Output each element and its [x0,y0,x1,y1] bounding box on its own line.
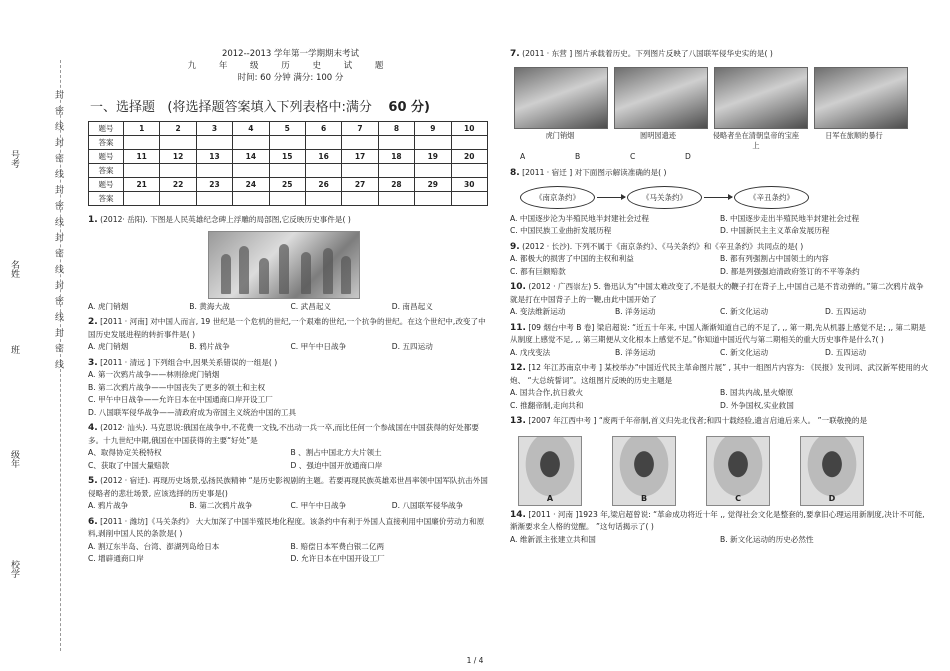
flow-node-nanjing: 《南京条约》 [520,186,595,209]
field-name: 名姓 [9,260,19,278]
q1-option-a[interactable]: A. 虎门销烟 [88,301,129,311]
question-number-cell: 8 [378,122,414,136]
q13-portraits [518,436,930,506]
q5-number: 5. [88,476,98,486]
q1-options [88,301,493,314]
label-question-number: 题号 [89,178,124,192]
field-school: 校学 [9,560,19,578]
portrait-a-label: A [546,493,554,503]
answer-cell[interactable] [124,192,160,206]
header-line-3: 时间: 60 分钟 满分: 100 分 [237,73,344,83]
question-number-cell: 17 [342,150,378,164]
q3-options [88,369,493,419]
field-class: 班 [9,345,19,354]
question-number-cell: 19 [415,150,451,164]
question-number-cell: 15 [269,150,305,164]
q10-option-a[interactable]: A. 变法维新运动 [510,307,566,316]
answer-table-number-row [89,178,488,192]
q1-option-d[interactable]: D. 南昌起义 [391,301,433,311]
q4-option-d[interactable]: D 、强迫中国开放通商口岸 [290,460,383,470]
q8-option-a[interactable]: A. 中国逐步沦为半殖民地半封建社会过程 [510,213,649,223]
photo-yuanmingyuan-ruins [614,67,708,129]
q6-options [88,541,493,566]
q1-option-c[interactable]: C. 武昌起义 [290,301,332,311]
q6-text: [2011 · 潍坊]《马关条约》 大大加深了中国半殖民地化程度。该条约中有利于外国人直接利用中国廉价劳动力和原料,剥削中国人民的条款是( ) [88,516,485,538]
q2-option-c[interactable]: C. 甲午中日战争 [290,342,347,351]
q7-caption-b: 圆明园遗迹 [640,130,676,140]
q9-option-b[interactable]: B. 都有列强割占中国领土的内容 [720,254,829,263]
answer-cell[interactable] [269,192,305,206]
answer-cell[interactable] [160,136,196,150]
answer-cell[interactable] [305,136,341,150]
answer-cell[interactable] [415,164,451,178]
q4-option-b[interactable]: B 、割占中国北方大片领土 [290,448,382,457]
q10-options [510,306,930,319]
answer-cell[interactable] [124,164,160,178]
q8-options [510,213,930,238]
q7-caption-a: 虎门销烟 [545,130,575,140]
question-number-cell: 9 [415,122,451,136]
question-number-cell: 4 [233,122,269,136]
q11-option-a[interactable]: A. 戊戌变法 [510,347,551,357]
answer-cell[interactable] [233,164,269,178]
question-2 [88,316,493,354]
q7-option-c[interactable]: C [630,151,636,161]
question-number-cell: 20 [451,150,487,164]
q9-option-c[interactable]: C. 都有巨额赔款 [510,266,566,276]
q2-number: 2. [88,317,98,327]
question-10 [510,281,930,319]
q12-option-d[interactable]: D. 外争国权,实业救国 [720,400,794,410]
question-number-cell: 7 [342,122,378,136]
q6-option-d[interactable]: D. 允许日本在中国开设工厂 [290,554,385,563]
answer-cell[interactable] [378,136,414,150]
answer-cell[interactable] [342,192,378,206]
photo-invaders-on-throne [714,67,808,129]
question-11 [510,322,930,360]
q2-option-d[interactable]: D. 五四运动 [391,342,433,351]
question-number-cell: 16 [305,150,341,164]
portrait-a[interactable] [518,436,582,506]
q3-option-a[interactable]: A. 第一次鸦片战争——林则徐虎门销烟 [88,370,220,379]
q7-text: (2011 · 东营 ] 图片承载着历史。下列图片反映了八国联军侵华史实的是( ) [522,49,773,58]
question-number-cell: 13 [196,150,232,164]
q12-options [510,387,930,412]
question-8 [510,167,930,238]
q11-text: [09 烟台中考 B 卷] 梁启超说: “近五十年来, 中国人渐渐知道自己的不足了, ,, 第一期,先从机器上感觉不足; ,, 第二期是从制度上感觉不足, ,, 第三期便从文化根本上感觉不足。”你知道中国近代与第二期相关的重大历史事件是什么?( ) [510,322,926,344]
header-line-2: 九 年 级 历 史 试 题 [187,61,394,71]
question-number-cell: 28 [378,178,414,192]
q9-text: (2012 · 长沙). 下列不属于《南京条约》、《马关条约》和《辛丑条约》共同点的是( ) [522,241,804,251]
answer-cell[interactable] [305,164,341,178]
q6-option-b[interactable]: B. 赔偿日本军费白银二亿两 [290,541,385,551]
q1-number: 1. [88,215,98,225]
question-number-cell: 6 [305,122,341,136]
portrait-d[interactable] [800,436,864,506]
answer-cell[interactable] [196,192,232,206]
label-question-number: 题号 [89,122,124,136]
q13-number: 13. [510,416,526,426]
q3-option-d[interactable]: D. 八国联军侵华战争——清政府成为帝国主义统治中国的工具 [88,407,297,417]
q12-number: 12. [510,363,526,373]
question-number-cell: 11 [124,150,160,164]
answer-cell[interactable] [451,192,487,206]
q2-option-a[interactable]: A. 虎门销烟 [88,342,129,351]
q1-option-b[interactable]: B. 黄海大战 [189,301,230,311]
field-grade: 级年 [9,450,19,468]
question-number-cell: 25 [269,178,305,192]
question-14 [510,509,930,547]
q4-option-c[interactable]: C、获取了中国大量赔款 [88,460,170,470]
q7-number: 7. [510,49,520,59]
q8-text: [2011 · 宿迁 ] 对下面图示解读准确的是( ) [522,168,667,177]
label-answer: 答案 [89,192,124,206]
question-number-cell: 24 [233,178,269,192]
question-number-cell: 23 [196,178,232,192]
question-6 [88,516,493,566]
question-12 [510,362,930,412]
flow-arrow [704,197,732,198]
q7-option-d[interactable]: D [685,151,691,161]
q5-options [88,500,493,513]
seal-line-text: 封 密 线 封 密 线 封 密 线 封 密 线 封 密 线 封 密 线 [53,90,63,371]
treaty-flow-diagram [520,186,930,209]
q6-number: 6. [88,516,98,527]
answer-cell[interactable] [451,164,487,178]
answer-cell[interactable] [415,192,451,206]
question-number-cell: 26 [305,178,341,192]
label-question-number: 题号 [89,150,124,164]
question-number-cell: 10 [451,122,487,136]
q10-option-d[interactable]: D. 五四运动 [825,307,867,316]
answer-cell[interactable] [124,136,160,150]
answer-table-number-row [89,122,488,136]
question-number-cell: 3 [196,122,232,136]
answer-cell[interactable] [196,136,232,150]
q8-number: 8. [510,168,520,178]
q5-option-a[interactable]: A. 鸦片战争 [88,501,129,510]
q10-option-c[interactable]: C. 新文化运动 [720,307,769,316]
answer-cell[interactable] [269,136,305,150]
answer-cell[interactable] [269,164,305,178]
page-number: 1 / 4 [466,656,484,665]
question-number-cell: 30 [451,178,487,192]
question-3 [88,357,493,420]
question-number-cell: 14 [233,150,269,164]
header-line-1: 2012--2013 学年第一学期期末考试 [221,49,360,59]
q3-number: 3. [88,357,98,368]
question-number-cell: 29 [415,178,451,192]
answer-cell[interactable] [233,136,269,150]
q12-option-b[interactable]: B. 国共内战,星火燎原 [720,388,794,397]
question-number-cell: 27 [342,178,378,192]
q6-option-c[interactable]: C. 增辟通商口岸 [88,554,144,563]
q7-option-a[interactable]: A [520,151,526,161]
q7-option-b[interactable]: B [575,151,581,161]
q4-options [88,447,493,472]
q9-number: 9. [510,241,520,252]
q9-option-d[interactable]: D. 都是列强强迫清政府签订的不平等条约 [720,266,860,276]
answer-cell[interactable] [342,164,378,178]
q11-option-b[interactable]: B. 洋务运动 [615,347,656,357]
q6-option-a[interactable]: A. 割辽东半岛、台湾、澎湖列岛给日本 [88,541,220,551]
q8-option-c[interactable]: C. 中国民族工业曲折发展历程 [510,226,612,235]
question-9 [510,241,930,279]
flow-node-maguan: 《马关条约》 [627,186,702,209]
portrait-c-label: C [735,493,741,503]
q14-option-b[interactable]: B. 新文化运动的历史必然性 [720,534,814,544]
question-number-cell: 1 [124,122,160,136]
q4-text: (2012· 汕头). 马克思说:俄国在战争中,不花费一文钱,不出动一兵一卒,而比任何一个参战国在中国获得的好处都要多。十九世纪中期,俄国在中国获得的主要“好处”是 [88,423,479,445]
answer-table [88,121,488,206]
q14-options [510,534,930,547]
question-number-cell: 18 [378,150,414,164]
section-heading: 一、选择题 [90,100,156,115]
q10-number: 10. [510,282,526,292]
q14-text: [2011 · 河南 ]1923 年,梁启超曾说: “革命成功将近十年 ,, 觉得社会文化是整套的,要拿旧心理运用新制度,决计不可能,渐渐要求全人格的觉醒。 ”这句话揭示了( ) [510,509,925,531]
q10-text: (2012 · 广西崇左) 5. 鲁迅认为“中国太难改变了,不是很大的鞭子打在背子上,中国自己是不肯动弹的。”第二次鸦片战争就是打在中国背子上的一鞭,由此中国开始了 [510,282,924,304]
question-number-cell: 22 [160,178,196,192]
question-number-cell: 12 [160,150,196,164]
q7-caption-d: 日军在旅顺的暴行 [825,130,883,140]
photo-humen-opium-burning [514,67,608,129]
right-column [510,48,930,546]
q9-options [510,253,930,278]
q4-number: 4. [88,423,98,433]
question-number-cell: 21 [124,178,160,192]
answer-cell[interactable] [378,192,414,206]
answer-table-answer-row [89,136,488,150]
q12-option-c[interactable]: C. 推翻帝制,走向共和 [510,400,584,410]
q7-photo-row [514,67,930,129]
answer-cell[interactable] [196,164,232,178]
question-4 [88,422,493,472]
flow-arrow [597,197,625,198]
label-answer: 答案 [89,164,124,178]
q3-text: [2011 · 清远 ] 下列组合中,因果关系错误的一组是( ) [100,357,278,367]
portrait-b-label: B [640,493,648,503]
q10-option-b[interactable]: B. 洋务运动 [615,307,656,316]
q3-option-b[interactable]: B. 第二次鸦片战争——中国丧失了更多的领土和主权 [88,382,266,392]
answer-table-answer-row [89,164,488,178]
question-7 [510,48,930,163]
portrait-d-label: D [828,493,836,503]
portrait-c[interactable] [706,436,770,506]
q11-option-c[interactable]: C. 新文化运动 [720,347,769,357]
answer-cell[interactable] [415,136,451,150]
q3-option-c[interactable]: C. 甲午中日战争——允许日本在中国通商口岸开设工厂 [88,395,273,404]
question-number-cell: 2 [160,122,196,136]
answer-cell[interactable] [342,136,378,150]
q11-options [510,347,930,360]
q4-option-a[interactable]: A、取得协定关税特权 [88,448,162,457]
field-exam-number: 号考 [9,150,19,168]
q2-option-b[interactable]: B. 鸦片战争 [189,342,230,351]
portrait-b[interactable] [612,436,676,506]
q11-option-d[interactable]: D. 五四运动 [825,347,867,357]
q11-number: 11. [510,322,526,333]
answer-cell[interactable] [233,192,269,206]
q8-option-b[interactable]: B. 中国逐步走出半殖民地半封建社会过程 [720,213,860,223]
question-5 [88,475,493,513]
q5-option-d[interactable]: D. 八国联军侵华战争 [391,501,464,510]
answer-table-answer-row [89,192,488,206]
label-answer: 答案 [89,136,124,150]
exam-header [88,48,493,84]
q13-text: [2007 年江西中考 ] “废两千年帝制,首义归先北伐者;和四十载经验,遗言启迪后来人。 ”一联敬挽的是 [528,416,868,425]
q2-options [88,341,493,354]
question-1 [88,214,493,313]
q1-text: (2012· 岳阳). 下图是人民英雄纪念碑上浮雕的局部图,它反映历史事件是( ) [100,215,351,224]
q2-text: [2011 · 河南] 对中国人而言, 19 世纪是一个危机的世纪,一个艰难的世纪,一个抗争的世纪。在这个世纪中,改变了中国历史发展进程的转折事件是( ) [88,317,486,339]
monument-relief-image [208,231,360,299]
answer-cell[interactable] [160,192,196,206]
flow-node-xinchou: 《辛丑条约》 [734,186,809,209]
q7-options [520,151,930,164]
q5-option-c[interactable]: C. 甲午中日战争 [290,501,347,510]
q14-number: 14. [510,509,526,520]
section-note: (将选择题答案填入下列表格中:满分 [167,100,372,115]
q12-text: [12 年江苏南京中考 ] 某校举办“中国近代民主革命图片展” , 其中一组图片内容为: 《民报》发刊词、武汉新军使用的火炮、 “大总统誓词”。这组图片反映的历史主题是 [510,363,929,385]
binding-margin [0,0,80,671]
section-score: 60 分) [388,100,430,115]
answer-table-number-row [89,150,488,164]
left-column [88,48,493,566]
photo-lushun-massacre [814,67,908,129]
answer-cell[interactable] [305,192,341,206]
question-number-cell: 5 [269,122,305,136]
q14-option-a[interactable]: A. 维新派主张建立共和国 [510,534,596,544]
section-title [90,96,493,115]
q12-option-a[interactable]: A. 国共合作,抗日救火 [510,388,584,397]
q5-option-b[interactable]: B. 第二次鸦片战争 [189,501,253,510]
q5-text: (2012 · 宿迁). 再现历史场景,弘扬民族精神 “是历史影视剧的主题。若要再现民族英雄邓世昌率领中国军队抗击外国侵略者的悲壮场景, 应该选择的历史事是() [88,476,488,498]
q7-caption-c: 侵略者坐在清朝皇帝的宝座上 [712,130,800,150]
answer-cell[interactable] [451,136,487,150]
q7-captions [514,131,930,151]
question-13 [510,415,930,506]
answer-cell[interactable] [160,164,196,178]
q8-option-d[interactable]: D. 中国新民主主义革命发展历程 [720,226,830,235]
answer-cell[interactable] [378,164,414,178]
q9-option-a[interactable]: A. 都极大的损害了中国的主权和利益 [510,254,634,263]
